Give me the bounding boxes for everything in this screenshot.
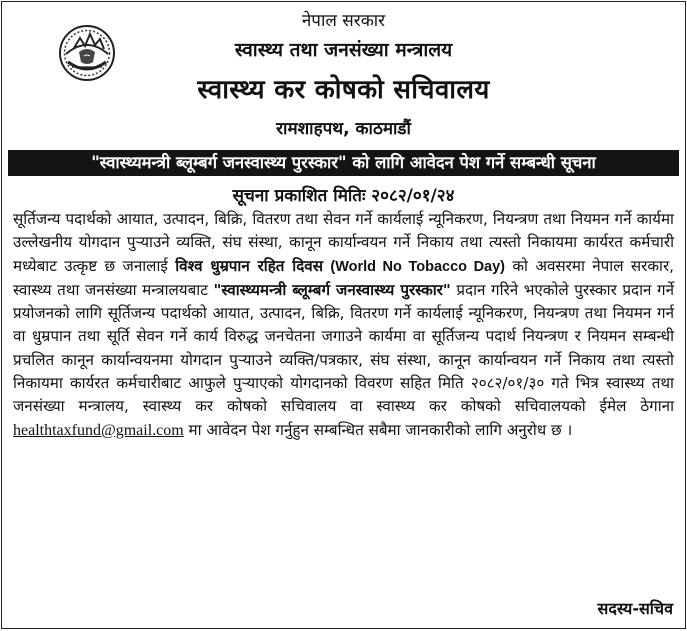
world-no-tobacco-day-english: (World No Tobacco Day) [330,258,505,275]
body-text-3: प्रदान गरिने भएकोले पुरस्कार प्रदान गर्ने प्रयोजनको लागि सूर्तिजन्य पदार्थको आयात, उत्पादन, बिक्रि, वितरण गर्ने कार्यलाई न्यूनिकरण, नियन्त्रण तथा नियमन गर्न वा धुम्रपान तथा सूर्ति सेवन गर्ने कार्य विरुद्ध जनचेतना जगाउने कार्यमा वा सूर्तिजन्य पदार्थ नियन्त्रण र नियमन सम्बन्धी प्रचलित कानून कार्यान्वयनमा योगदान पुऱ्याउने व्यक्ति/पत्रकार, संघ संस्था, कानून कार्यान्वयन गर्ने निकाय तथा त्यस्तो निकायमा कार्यरत कर्मचारीबाट आफुले पुऱ्याएको योगदानको विवरण सहित मिति २०८२/०१/३० गते भित्र स्वास्थ्य तथा जनसंख्या मन्त्रालय, स्वास्थ्य कर कोषको सचिवालय वा स्वास्थ्य कर कोषको सचिवालयको ईमेल ठेगाना [13,280,675,416]
secretariat-name: स्वास्थ्य कर कोषको सचिवालय [197,75,490,105]
office-address: रामशाहपथ, काठमाडौं [276,119,411,139]
ministry-name: स्वास्थ्य तथा जनसंख्या मन्त्रालय [234,39,453,61]
published-date: सूचना प्रकाशित मितिः २०८२/०१/२४ [232,186,455,206]
body-text-2: को अवसरमा नेपाल सरकार, स्वास्थ्य तथा जनसंख्या मन्त्रालयबाट [13,256,675,299]
notice-title-bar [8,150,679,176]
government-name: नेपाल सरकार [301,11,386,31]
notice-body [13,208,674,442]
award-name: "स्वास्थ्यमन्त्री ब्लूम्बर्ग जनस्वास्थ्य पुरस्कार" [213,280,451,299]
notice-page [1,1,686,629]
notice-title: "स्वास्थ्यमन्त्री ब्लूम्बर्ग जनस्वास्थ्य पुरस्कार" को लागि आवेदन पेश गर्ने सम्बन्धी सूचना [91,153,596,172]
body-text-1: सूर्तिजन्य पदार्थको आयात, उत्पादन, बिक्रि, वितरण तथा सेवन गर्ने कार्यलाई न्यूनिकरण, नियन्त्रण तथा नियमन गर्ने कार्यमा उल्लेखनीय योगदान पुऱ्याउने व्यक्ति, संघ संस्था, कानून कार्यान्वयन गर्ने निकाय तथा त्यस्तो निकायमा कार्यरत कर्मचारी मध्येबाट उत्कृष्ट छ जनालाई [13,210,674,275]
email-link[interactable]: healthtaxfund@gmail.com [13,421,184,439]
world-no-tobacco-day-label: विश्व धुम्रपान रहित दिवस [175,256,323,275]
signature-member-secretary: सदस्य-सचिव [597,599,673,618]
body-text-4: मा आवेदन पेश गर्नुहुन सम्बन्धित सबैमा जानकारीको लागि अनुरोध छ । [188,420,573,439]
